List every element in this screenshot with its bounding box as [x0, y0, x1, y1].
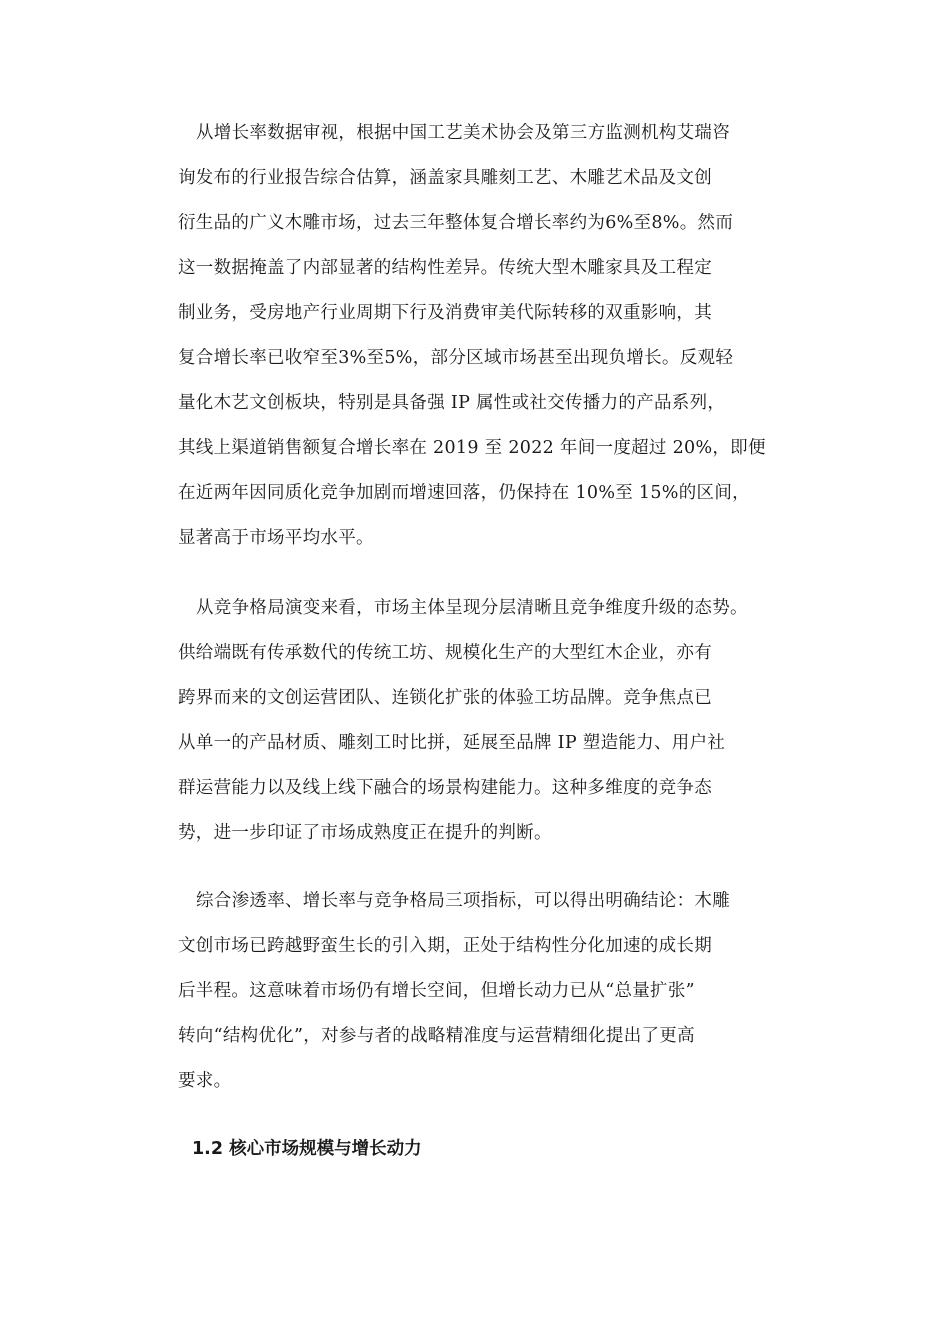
paragraph-line: 从单一的产品材质、雕刻工时比拼，延展至品牌 IP 塑造能力、用户社	[178, 733, 726, 753]
paragraph-line: 文创市场已跨越野蛮生长的引入期，正处于结构性分化加速的成长期	[178, 936, 712, 956]
paragraph-line: 从竞争格局演变来看，市场主体呈现分层清晰且竞争维度升级的态势。	[196, 598, 748, 618]
paragraph-line: 询发布的行业报告综合估算，涵盖家具雕刻工艺、木雕艺术品及文创	[178, 168, 712, 188]
paragraph-line: 综合渗透率、增长率与竞争格局三项指标，可以得出明确结论：木雕	[196, 891, 730, 911]
paragraph-line: 其线上渠道销售额复合增长率在 2019 至 2022 年间一度超过 20%，即便	[178, 438, 766, 458]
paragraph-line: 跨界而来的文创运营团队、连锁化扩张的体验工坊品牌。竞争焦点已	[178, 688, 712, 708]
paragraph-line: 要求。	[178, 1071, 232, 1091]
paragraph-line: 从增长率数据审视，根据中国工艺美术协会及第三方监测机构艾瑞咨	[196, 123, 730, 143]
paragraph-line: 群运营能力以及线上线下融合的场景构建能力。这种多维度的竞争态	[178, 778, 712, 798]
paragraph-line: 在近两年因同质化竞争加剧而增速回落，仍保持在 10%至 15%的区间，	[178, 483, 750, 503]
paragraph-line: 转向“结构优化”，对参与者的战略精准度与运营精细化提出了更高	[178, 1026, 695, 1046]
section-heading: 1.2 核心市场规模与增长动力	[192, 1139, 422, 1159]
paragraph-line: 复合增长率已收窄至3%至5%，部分区域市场甚至出现负增长。反观轻	[178, 348, 734, 368]
paragraph-line: 衍生品的广义木雕市场，过去三年整体复合增长率约为6%至8%。然而	[178, 213, 734, 233]
paragraph-line: 后半程。这意味着市场仍有增长空间，但增长动力已从“总量扩张”	[178, 981, 695, 1001]
paragraph-line: 势，进一步印证了市场成熟度正在提升的判断。	[178, 823, 552, 843]
paragraph-line: 制业务，受房地产行业周期下行及消费审美代际转移的双重影响，其	[178, 303, 712, 323]
paragraph-line: 供给端既有传承数代的传统工坊、规模化生产的大型红木企业，亦有	[178, 643, 712, 663]
paragraph-line: 量化木艺文创板块，特别是具备强 IP 属性或社交传播力的产品系列，	[178, 393, 726, 413]
paragraph-line: 这一数据掩盖了内部显著的结构性差异。传统大型木雕家具及工程定	[178, 258, 712, 278]
paragraph-line: 显著高于市场平均水平。	[178, 528, 374, 548]
